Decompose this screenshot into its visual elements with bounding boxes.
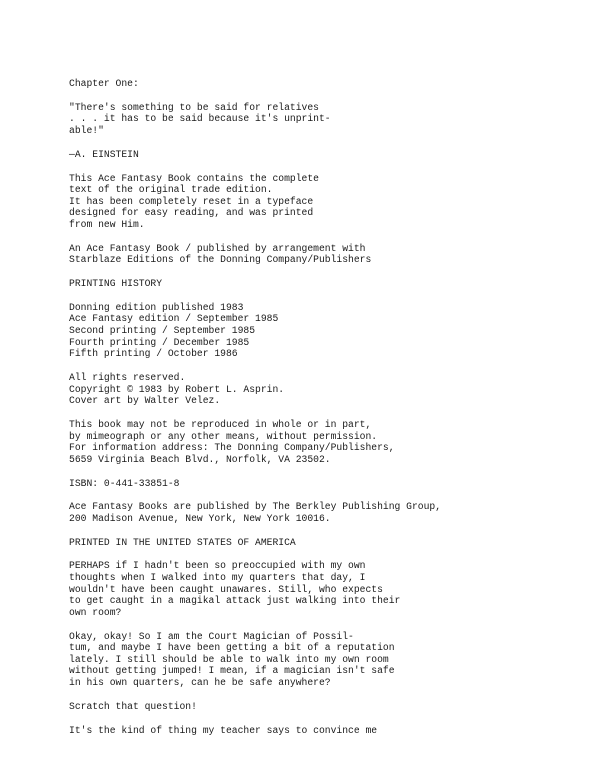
text-line: Chapter One: [69,78,139,89]
text-line: wouldn't have been caught unawares. Still, who expects [69,583,383,595]
text-line: own room? [69,606,122,618]
text-line: designed for easy reading, and was printed [69,207,314,219]
text-line: An Ace Fantasy Book / published by arrangement with [69,242,366,254]
epigraph-attribution [69,149,569,161]
text-line: from new Him. [69,218,145,230]
publisher-note [69,243,569,266]
text-line: able!" [69,124,104,136]
text-line: Starblaze Editions of the Donning Company/Publishers [69,254,372,266]
text-line: 5659 Virginia Beach Blvd., Norfolk, VA 23502. [69,453,331,465]
reproduction-notice [69,419,569,465]
text-line: PRINTED IN THE UNITED STATES OF AMERICA [69,536,296,548]
text-line: Cover art by Walter Velez. [69,395,221,407]
text-line: Fifth printing / October 1986 [69,348,238,360]
text-line: "There's something to be said for relatives [69,101,319,113]
text-line: It's the kind of thing my teacher says to convince me [69,724,378,736]
text-line: Ace Fantasy edition / September 1985 [69,313,279,325]
text-line: Second printing / September 1985 [69,325,256,337]
text-line: Ace Fantasy Books are published by The Berkley Publishing Group, [69,501,442,513]
text-line: This book may not be reproduced in whole or in part, [69,418,372,430]
text-line: by mimeograph or any other means, without permission. [69,430,378,442]
body-paragraph [69,725,569,737]
text-line: PERHAPS if I hadn't been so preoccupied with my own [69,560,366,572]
text-line: For information address: The Donning Company/Publishers, [69,442,395,454]
text-line: It has been completely reset in a typeface [69,195,314,207]
berkley-note [69,501,569,524]
text-line: . . . it has to be said because it's unprint- [69,113,331,125]
text-line: —A. EINSTEIN [69,148,139,160]
text-line: ISBN: 0-441-33851-8 [69,477,180,489]
text-line: lately. I still should be able to walk into my own room [69,653,389,665]
printing-history-heading [69,278,569,290]
text-line: Copyright © 1983 by Robert L. Asprin. [69,383,285,395]
text-line: All rights reserved. [69,372,186,383]
text-line: Fourth printing / December 1985 [69,336,250,348]
text-line: Donning edition published 1983 [69,301,244,313]
body-paragraph [69,631,569,689]
text-line: This Ace Fantasy Book contains the complete [69,172,319,184]
text-line: text of the original trade edition. [69,184,273,196]
epigraph-quote [69,102,569,137]
text-line: 200 Madison Avenue, New York, New York 10016. [69,512,331,524]
isbn [69,478,569,490]
text-line: tum, and maybe I have been getting a bit of a reputation [69,642,395,654]
printing-history-list [69,302,569,360]
chapter-heading [69,78,569,90]
text-line: without getting jumped! I mean, if a magician isn't safe [69,665,395,677]
body-paragraph [69,701,569,713]
text-line: Okay, okay! So I am the Court Magician of Possil- [69,630,354,642]
text-line: to get caught in a magikal attack just walking into their [69,595,401,607]
document-page [69,78,569,748]
rights-notice [69,372,569,407]
printed-in-notice [69,537,569,549]
edition-note [69,173,569,231]
text-line: Scratch that question! [69,700,197,712]
text-line: in his own quarters, can he be safe anywhere? [69,677,331,688]
text-line: PRINTING HISTORY [69,278,163,290]
text-line: thoughts when I walked into my quarters that day, I [69,572,366,584]
body-paragraph [69,560,569,618]
